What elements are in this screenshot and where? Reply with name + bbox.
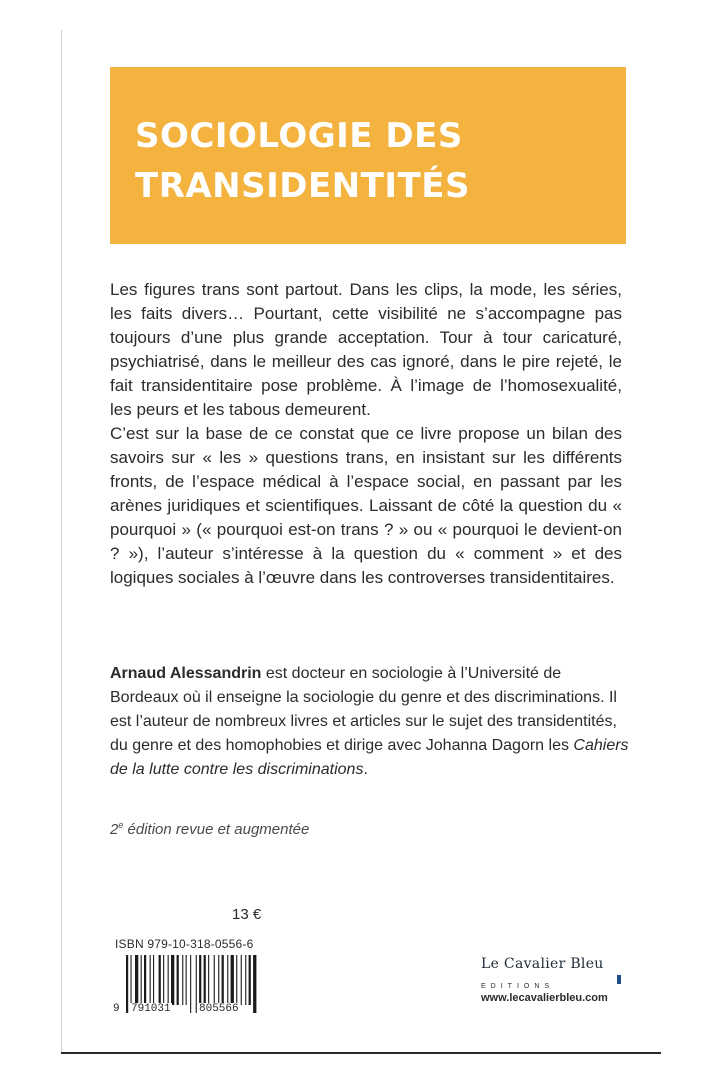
publisher-block: [481, 956, 621, 1004]
barcode-bar: [204, 955, 206, 1005]
author-bio-end: .: [363, 761, 368, 778]
bottom-rule: [61, 1052, 661, 1054]
barcode-bar: [218, 955, 219, 1005]
book-title: [135, 111, 470, 211]
publisher-subtitle: EDITIONS: [481, 983, 555, 990]
barcode-bar: [208, 955, 209, 1005]
barcode-bar: [249, 955, 251, 1005]
left-margin-rule: [61, 30, 62, 1052]
barcode-bar: [144, 955, 146, 1005]
barcode-lead-digit: 9: [113, 1003, 120, 1015]
summary-paragraph-1: Les figures trans sont partout. Dans les clips, la mode, les séries, les faits divers… Pourtant, cette visibilité ne s’accompagne pas toujours d’une plus grande acceptation. Tour à tour caricaturé, psychiatrisé, dans le meilleur des cas ignoré, dans le pire rejeté, le fait transidentitaire pose problème. À l’image de l’homosexualité, les peurs et les tabous demeurent.: [110, 280, 622, 419]
barcode-bar: [171, 955, 174, 1005]
barcode-bar: [222, 955, 224, 1005]
barcode-bar: [214, 955, 215, 1005]
barcode-bar: [168, 955, 169, 1005]
barcode-bar: [131, 955, 132, 1005]
summary-paragraph-2: C’est sur la base de ce constat que ce livre propose un bilan des savoirs sur « les » questions trans, en insistant sur les différents fronts, de l’espace médical à l’espace social, en passant par les arènes juridiques et scientifiques. Laissant de côté la question du « pourquoi » (« pourquoi est-on trans ? » ou « pourquoi le devient-on ? »), l’auteur s’intéresse à la question du « comment » et des logiques sociales à l’œuvre dans les controverses transidentitaires.: [110, 424, 622, 587]
barcode-bar: [153, 955, 154, 1005]
author-bio: [110, 662, 630, 782]
edition-number: 2: [110, 821, 119, 838]
author-name: Arnaud Alessandrin: [110, 665, 262, 682]
barcode-bar: [135, 955, 138, 1005]
barcode-bar: [141, 955, 142, 1005]
barcode-bar: [236, 955, 237, 1005]
book-title-line-1: SOCIOLOGIE DES: [135, 116, 463, 156]
back-cover-summary: [110, 278, 622, 590]
barcode-bar: [126, 955, 128, 1013]
price: 13 €: [232, 906, 262, 923]
publisher-url[interactable]: www.lecavalierbleu.com: [481, 992, 608, 1004]
edition-text: édition revue et augmentée: [123, 821, 310, 838]
barcode-bar: [199, 955, 201, 1005]
title-band: [110, 67, 626, 244]
barcode-bar: [190, 955, 191, 1013]
barcode-bar: [159, 955, 161, 1005]
barcode-bar: [231, 955, 234, 1005]
barcode-bar: [245, 955, 246, 1005]
publisher-name: Le Cavalier Bleu: [481, 956, 604, 972]
barcode-bar: [241, 955, 242, 1005]
book-title-line-2: TRANSIDENTITÉS: [135, 166, 470, 206]
barcode-bar: [227, 955, 228, 1005]
barcode-bar: [163, 955, 164, 1005]
publisher-logo-mark: [617, 975, 621, 984]
barcode-bar: [253, 955, 256, 1013]
author-bio-text: est docteur en sociologie à l’Université de Bordeaux où il enseigne la sociologie du genre et des discriminations. Il est l’auteur de nombreux livres et articles sur le sujet des transidentités, du genre et des homophobies et dirige avec Johanna Dagorn les: [110, 665, 617, 754]
barcode-group-1: 791031: [131, 1003, 171, 1015]
barcode-bar: [177, 955, 179, 1005]
edition-note: [110, 820, 309, 838]
barcode-bar: [196, 955, 197, 1013]
barcode-bar: [182, 955, 183, 1005]
edition-superscript: e: [118, 820, 124, 830]
barcode-bar: [186, 955, 187, 1005]
barcode-bar: [150, 955, 151, 1005]
series-title: Cahiers de la lutte contre les discriminations: [110, 737, 629, 778]
isbn: ISBN 979-10-318-0556-6: [115, 937, 254, 951]
barcode-group-2: 805566: [199, 1003, 239, 1015]
